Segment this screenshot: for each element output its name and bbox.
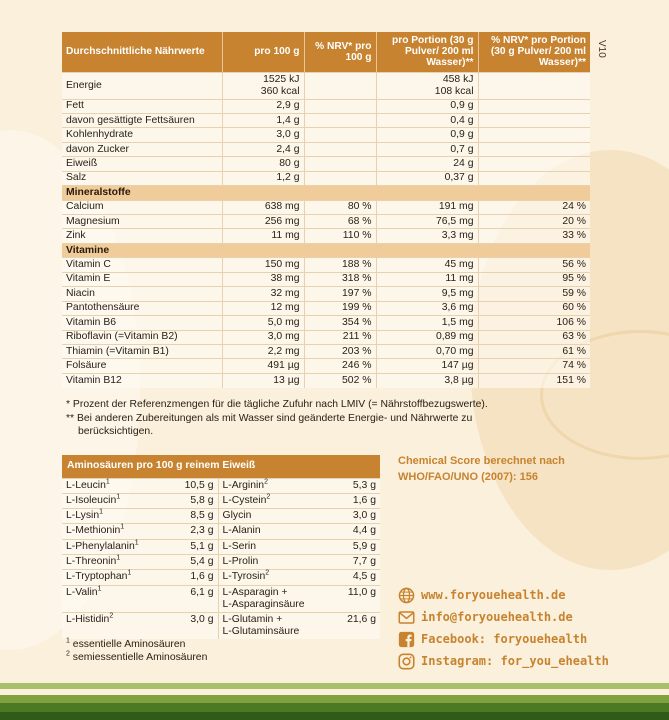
nutrient-row (62, 99, 590, 113)
contact-facebook-text[interactable]: Facebook: foryouehealth (421, 632, 588, 646)
nutrient-nrv-100g (304, 113, 376, 127)
vitamin-row (62, 258, 590, 272)
nutrient-per-100g: 2,4 g (222, 142, 304, 156)
amino-right-name-line: L-Glutamin + (222, 613, 283, 625)
nutrient-per-100g: 80 g (222, 157, 304, 171)
amino-right-value: 5,9 g (320, 539, 380, 554)
nutrient-per-portion: 24 g (376, 157, 478, 171)
vitamin-label: Vitamin B12 (62, 373, 222, 387)
vitamin-row (62, 344, 590, 358)
nutrient-per-portion: 0,4 g (376, 113, 478, 127)
nutrient-nrv-100g (304, 142, 376, 156)
nutrient-label: Kohlenhydrate (62, 128, 222, 142)
nutrient-per-portion: 0,37 g (376, 171, 478, 185)
vitamin-per-100g: 2,2 mg (222, 344, 304, 358)
mineral-label: Calcium (62, 200, 222, 214)
vitamins-section-title: Vitamine (62, 243, 590, 257)
stripe (0, 695, 669, 703)
amino-left-name-marker: 1 (134, 539, 139, 547)
nutrient-nrv-portion (478, 171, 590, 185)
amino-left-name-text: L-Threonin (66, 555, 117, 567)
vitamin-row (62, 373, 590, 387)
vitamin-label: Thiamin (=Vitamin B1) (62, 344, 222, 358)
vitamin-per-portion: 147 µg (376, 359, 478, 373)
contact-instagram-text[interactable]: Instagram: for_you_ehealth (421, 654, 609, 668)
footnote-nrv: * Prozent der Referenzmengen für die tägliche Zufuhr nach LMIV (= Nährstoffbezugswerte). (66, 399, 488, 410)
contact-instagram[interactable] (398, 650, 609, 672)
energy-nrv-portion (478, 72, 590, 99)
nutrient-label: davon Zucker (62, 142, 222, 156)
amino-table-title: Aminosäuren pro 100 g reinem Eiweiß (62, 455, 380, 478)
amino-left-name (62, 554, 162, 569)
nutrient-nrv-portion (478, 99, 590, 113)
nutrient-nrv-100g (304, 171, 376, 185)
nutrient-row (62, 142, 590, 156)
amino-note-semiessential-text: semiessentielle Aminosäuren (72, 652, 208, 663)
vitamin-row (62, 287, 590, 301)
amino-right-value: 1,6 g (320, 493, 380, 508)
chemical-score-line1: Chemical Score berechnet nach (398, 455, 565, 467)
amino-right-name (218, 509, 320, 524)
nutrient-per-portion: 0,7 g (376, 142, 478, 156)
mineral-per-portion: 191 mg (376, 200, 478, 214)
vitamin-label: Niacin (62, 287, 222, 301)
amino-right-name (218, 612, 320, 639)
nutrient-row (62, 171, 590, 185)
vitamin-per-100g: 13 µg (222, 373, 304, 387)
vitamin-label: Riboflavin (=Vitamin B2) (62, 330, 222, 344)
amino-row (62, 509, 380, 524)
vitamin-nrv-portion: 151 % (478, 373, 590, 387)
amino-right-name (218, 554, 320, 569)
amino-left-name-text: L-Methionin (66, 525, 121, 537)
amino-right-name-line: L-Asparaginsäure (222, 598, 305, 610)
amino-left-value: 10,5 g (162, 478, 218, 493)
amino-left-name (62, 509, 162, 524)
vitamin-nrv-100g: 246 % (304, 359, 376, 373)
nutrient-row (62, 113, 590, 127)
nutrient-label: Eiweiß (62, 157, 222, 171)
nutrient-nrv-portion (478, 157, 590, 171)
nutrient-nrv-portion (478, 128, 590, 142)
amino-right-name-text: L-Serin (222, 540, 256, 552)
amino-left-name-marker: 1 (116, 554, 121, 562)
nutrition-header-row (62, 32, 590, 72)
header-per-100g: pro 100 g (222, 32, 304, 72)
amino-left-name-text: L-Tryptophan (66, 571, 128, 583)
amino-left-value: 1,6 g (162, 570, 218, 585)
vitamin-per-portion: 3,6 mg (376, 301, 478, 315)
vitamin-nrv-100g: 318 % (304, 272, 376, 286)
nutrient-nrv-100g (304, 128, 376, 142)
amino-right-value: 3,0 g (320, 509, 380, 524)
contact-web-text[interactable]: www.foryouehealth.de (421, 588, 566, 602)
amino-left-name (62, 478, 162, 493)
amino-right-name (218, 570, 320, 585)
amino-left-value: 8,5 g (162, 509, 218, 524)
contact-mail[interactable] (398, 606, 609, 628)
energy-nrv-100g (304, 72, 376, 99)
energy-portion-kcal: 108 kcal (434, 85, 474, 97)
energy-label: Energie (62, 72, 222, 99)
mineral-nrv-portion: 33 % (478, 229, 590, 243)
vitamin-nrv-100g: 199 % (304, 301, 376, 315)
amino-left-name-marker: 1 (97, 585, 102, 593)
amino-left-value: 2,3 g (162, 524, 218, 539)
minerals-section (62, 186, 590, 200)
amino-right-value: 4,5 g (320, 570, 380, 585)
vitamin-per-100g: 150 mg (222, 258, 304, 272)
vitamin-row (62, 316, 590, 330)
amino-right-value: 11,0 g (320, 585, 380, 612)
nutrient-per-100g: 2,9 g (222, 99, 304, 113)
vitamin-label: Vitamin C (62, 258, 222, 272)
amino-right-name-marker: 2 (265, 569, 270, 577)
vitamin-nrv-100g: 203 % (304, 344, 376, 358)
amino-right-name-text: L-Prolin (222, 555, 259, 567)
vitamin-row (62, 330, 590, 344)
amino-right-name-text: L-Tyrosin (222, 571, 266, 583)
amino-left-name-text: L-Isoleucin (66, 494, 117, 506)
version-label: V10 (596, 40, 607, 58)
amino-right-name (218, 585, 320, 612)
vitamin-nrv-portion: 95 % (478, 272, 590, 286)
mineral-row (62, 229, 590, 243)
amino-left-name-marker: 1 (99, 508, 104, 516)
vitamin-nrv-100g: 354 % (304, 316, 376, 330)
chemical-score (398, 453, 598, 485)
vitamin-per-100g: 32 mg (222, 287, 304, 301)
amino-right-name (218, 539, 320, 554)
amino-right-name-marker: 2 (264, 478, 268, 486)
nutrient-row (62, 157, 590, 171)
contact-mail-text[interactable]: info@foryouehealth.de (421, 610, 573, 624)
vitamin-nrv-portion: 106 % (478, 316, 590, 330)
globe-icon (398, 587, 415, 604)
vitamin-nrv-100g: 197 % (304, 287, 376, 301)
amino-right-name (218, 493, 320, 508)
vitamin-per-100g: 38 mg (222, 272, 304, 286)
amino-row (62, 612, 380, 639)
vitamin-nrv-100g: 502 % (304, 373, 376, 387)
mineral-nrv-portion: 20 % (478, 215, 590, 229)
amino-left-name (62, 585, 162, 612)
mineral-per-100g: 638 mg (222, 200, 304, 214)
amino-note-semiessential-marker: 2 (66, 650, 70, 658)
vitamin-per-100g: 491 µg (222, 359, 304, 373)
nutrient-label: davon gesättigte Fettsäuren (62, 113, 222, 127)
contact-facebook[interactable] (398, 628, 609, 650)
vitamin-per-portion: 0,70 mg (376, 344, 478, 358)
amino-row (62, 585, 380, 612)
amino-header-row (62, 455, 380, 478)
nutrient-label: Salz (62, 171, 222, 185)
amino-left-name-marker: 2 (109, 612, 114, 620)
amino-acid-table (62, 455, 380, 639)
header-nrv-portion: % NRV* pro Portion (30 g Pulver/ 200 ml Wasser)** (478, 32, 590, 72)
amino-left-name-marker: 1 (120, 523, 125, 531)
amino-left-name-text: L-Valin (66, 586, 98, 598)
amino-right-name-line: L-Glutaminsäure (222, 625, 300, 637)
vitamin-nrv-portion: 56 % (478, 258, 590, 272)
amino-row (62, 524, 380, 539)
amino-left-value: 6,1 g (162, 585, 218, 612)
mail-icon (398, 609, 415, 626)
amino-left-name-text: L-Leucin (66, 479, 106, 491)
nutrient-per-portion: 0,9 g (376, 128, 478, 142)
amino-right-value: 21,6 g (320, 612, 380, 639)
amino-row (62, 554, 380, 569)
amino-left-value: 5,1 g (162, 539, 218, 554)
vitamin-per-100g: 5,0 mg (222, 316, 304, 330)
vitamin-label: Vitamin E (62, 272, 222, 286)
vitamin-nrv-portion: 61 % (478, 344, 590, 358)
nutrient-label: Fett (62, 99, 222, 113)
mineral-per-100g: 11 mg (222, 229, 304, 243)
nutrient-per-100g: 3,0 g (222, 128, 304, 142)
amino-note-essential (66, 638, 185, 651)
amino-left-value: 5,8 g (162, 493, 218, 508)
contact-list (398, 584, 609, 672)
footnote-preparation-cont: berücksichtigen. (78, 426, 154, 437)
mineral-per-portion: 76,5 mg (376, 215, 478, 229)
nutrient-nrv-100g (304, 157, 376, 171)
amino-left-name-text: L-Lysin (66, 510, 100, 522)
amino-left-value: 5,4 g (162, 554, 218, 569)
amino-left-name (62, 539, 162, 554)
mineral-per-100g: 256 mg (222, 215, 304, 229)
vitamin-nrv-100g: 211 % (304, 330, 376, 344)
nutrient-nrv-100g (304, 99, 376, 113)
amino-row (62, 539, 380, 554)
vitamin-per-portion: 3,8 µg (376, 373, 478, 387)
nutrient-per-100g: 1,4 g (222, 113, 304, 127)
nutrient-nrv-portion (478, 142, 590, 156)
amino-right-name-text: Glycin (222, 510, 252, 522)
vitamin-row (62, 359, 590, 373)
energy-per-100g (222, 72, 304, 99)
energy-row (62, 72, 590, 99)
vitamin-nrv-portion: 74 % (478, 359, 590, 373)
mineral-label: Magnesium (62, 215, 222, 229)
facebook-icon (398, 631, 415, 648)
header-per-portion: pro Portion (30 g Pulver/ 200 ml Wasser)** (376, 32, 478, 72)
nutrient-nrv-portion (478, 113, 590, 127)
amino-right-name (218, 524, 320, 539)
nutrient-per-portion: 0,9 g (376, 99, 478, 113)
nutrient-row (62, 128, 590, 142)
mineral-row (62, 215, 590, 229)
mineral-nrv-portion: 24 % (478, 200, 590, 214)
footnote-preparation: ** Bei anderen Zubereitungen als mit Wasser sind geänderte Energie- und Nährwerte zu (66, 413, 473, 424)
stripe (0, 703, 669, 712)
vitamin-label: Folsäure (62, 359, 222, 373)
mineral-per-portion: 3,3 mg (376, 229, 478, 243)
amino-left-name-marker: 1 (116, 493, 121, 501)
header-nrv-100g: % NRV* pro 100 g (304, 32, 376, 72)
vitamin-label: Vitamin B6 (62, 316, 222, 330)
vitamin-per-portion: 0,89 mg (376, 330, 478, 344)
amino-note-essential-text: essentielle Aminosäuren (72, 639, 186, 650)
vitamins-section (62, 243, 590, 257)
mineral-nrv-100g: 80 % (304, 200, 376, 214)
vitamin-nrv-portion: 59 % (478, 287, 590, 301)
amino-left-name (62, 570, 162, 585)
vitamin-per-100g: 12 mg (222, 301, 304, 315)
amino-right-value: 7,7 g (320, 554, 380, 569)
footer-stripes (0, 683, 669, 720)
energy-per-100g-kj: 1525 kJ (263, 73, 300, 85)
amino-row (62, 570, 380, 585)
energy-per-100g-kcal: 360 kcal (260, 85, 300, 97)
amino-note-essential-marker: 1 (66, 637, 70, 645)
nutrition-table (62, 32, 590, 388)
nutrient-per-100g: 1,2 g (222, 171, 304, 185)
amino-right-name-text: L-Arginin (222, 479, 265, 491)
vitamin-row (62, 272, 590, 286)
vitamin-nrv-100g: 188 % (304, 258, 376, 272)
amino-left-name-text: L-Histidin (66, 613, 110, 625)
mineral-row (62, 200, 590, 214)
amino-left-name (62, 493, 162, 508)
amino-right-name-text: L-Cystein (222, 494, 267, 506)
vitamin-per-portion: 11 mg (376, 272, 478, 286)
amino-row (62, 478, 380, 493)
energy-per-portion (376, 72, 478, 99)
amino-left-name (62, 612, 162, 639)
vitamin-per-portion: 1,5 mg (376, 316, 478, 330)
vitamin-label: Pantothensäure (62, 301, 222, 315)
vitamin-per-portion: 9,5 mg (376, 287, 478, 301)
instagram-icon (398, 653, 415, 670)
amino-right-name-line: L-Asparagin + (222, 586, 288, 598)
vitamin-nrv-portion: 60 % (478, 301, 590, 315)
stripe (0, 712, 669, 720)
mineral-nrv-100g: 68 % (304, 215, 376, 229)
amino-right-name-marker: 2 (266, 493, 271, 501)
amino-left-name-marker: 1 (127, 569, 132, 577)
amino-left-name-text: L-Phenylalanin (66, 540, 135, 552)
vitamin-per-portion: 45 mg (376, 258, 478, 272)
mineral-label: Zink (62, 229, 222, 243)
minerals-section-title: Mineralstoffe (62, 186, 590, 200)
energy-portion-kj: 458 kJ (442, 73, 474, 85)
amino-right-name-text: L-Alanin (222, 525, 261, 537)
amino-left-name (62, 524, 162, 539)
vitamin-per-100g: 3,0 mg (222, 330, 304, 344)
amino-note-semiessential (66, 651, 207, 664)
vitamin-nrv-portion: 63 % (478, 330, 590, 344)
mineral-nrv-100g: 110 % (304, 229, 376, 243)
amino-left-value: 3,0 g (162, 612, 218, 639)
chemical-score-line2: WHO/FAO/UNO (2007): 156 (398, 471, 538, 483)
amino-right-value: 5,3 g (320, 478, 380, 493)
amino-right-name (218, 478, 320, 493)
amino-right-value: 4,4 g (320, 524, 380, 539)
vitamin-row (62, 301, 590, 315)
amino-row (62, 493, 380, 508)
header-nutrient: Durchschnittliche Nährwerte (62, 32, 222, 72)
contact-web[interactable] (398, 584, 609, 606)
amino-left-name-marker: 1 (105, 478, 110, 486)
